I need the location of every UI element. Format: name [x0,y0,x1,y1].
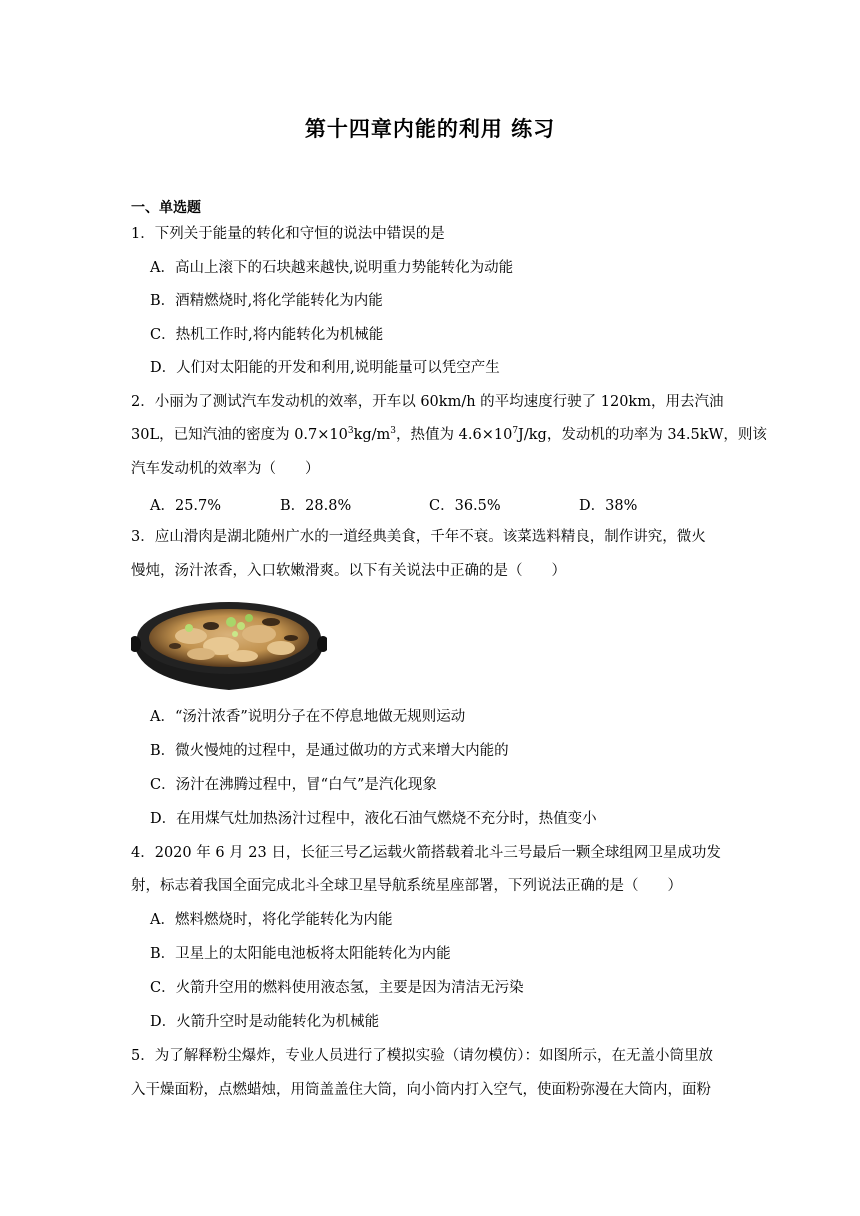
question-4-option-b[interactable]: B．卫星上的太阳能电池板将太阳能转化为内能 [150,946,451,962]
question-2-option-b[interactable]: B．28.8% [280,498,352,514]
question-4-option-d[interactable]: D．火箭升空时是动能转化为机械能 [150,1014,380,1030]
question-2-option-d[interactable]: D．38% [579,498,638,514]
question-2-option-c[interactable]: C．36.5% [429,498,501,514]
question-3-stem-line-2: 慢炖，汤汁浓香，入口软嫩滑爽。以下有关说法中正确的是（ ） [131,563,566,579]
question-4-option-a[interactable]: A．燃料燃烧时，将化学能转化为内能 [150,912,393,928]
question-1-option-d[interactable]: D．人们对太阳能的开发和利用,说明能量可以凭空产生 [150,360,500,376]
question-4-stem-line-2: 射，标志着我国全面完成北斗全球卫星导航系统星座部署，下列说法正确的是（ ） [131,878,682,894]
dish-photo [131,598,327,692]
question-5-stem-line-2: 入干燥面粉，点燃蜡烛，用筒盖盖住大筒，向小筒内打入空气，使面粉弥漫在大筒内，面粉 [131,1082,711,1098]
question-5-stem-line-1: 5．为了解释粉尘爆炸，专业人员进行了模拟实验（请勿模仿）：如图所示，在无盖小筒里放 [131,1048,713,1064]
question-2-stem-line-2: 30L，已知汽油的密度为 $0.7\times 10^3kg/m^3$，热值为 $4.6\times 10^7J/kg$，发动机的功率为 34.5kW，则该 [131,426,767,443]
question-4-option-c[interactable]: C．火箭升空用的燃料使用液态氢，主要是因为清洁无污染 [150,980,524,996]
question-2-option-a[interactable]: A．25.7% [150,498,222,514]
question-3-option-a[interactable]: A．“汤汁浓香”说明分子在不停息地做无规则运动 [150,709,466,725]
section-heading: 一、单选题 [131,200,201,216]
question-4-stem-line-1: 4．2020 年 6 月 23 日，长征三号乙运载火箭搭载着北斗三号最后一颗全球组网卫星成功发 [131,845,721,861]
question-3-option-b[interactable]: B．微火慢炖的过程中，是通过做功的方式来增大内能的 [150,743,509,759]
question-2-stem-line-3: 汽车发动机的效率为（ ） [131,461,320,477]
question-2-stem-line-1: 2．小丽为了测试汽车发动机的效率，开车以 60km/h 的平均速度行驶了 120km，用去汽油 [131,394,724,410]
question-1-option-c[interactable]: C．热机工作时,将内能转化为机械能 [150,327,384,343]
question-1-stem: 1．下列关于能量的转化和守恒的说法中错误的是 [131,226,445,242]
page-title: 第十四章内能的利用 练习 [304,117,556,141]
question-1-option-a[interactable]: A．高山上滚下的石块越来越快,说明重力势能转化为动能 [150,260,514,276]
question-3-option-c[interactable]: C．汤汁在沸腾过程中，冒“白气”是汽化现象 [150,777,437,793]
question-3-option-d[interactable]: D．在用煤气灶加热汤汁过程中，液化石油气燃烧不充分时，热值变小 [150,811,597,827]
question-3-stem-line-1: 3．应山滑肉是湖北随州广水的一道经典美食，千年不衰。该菜选料精良，制作讲究，微火 [131,529,706,545]
question-1-option-b[interactable]: B．酒精燃烧时,将化学能转化为内能 [150,293,383,309]
